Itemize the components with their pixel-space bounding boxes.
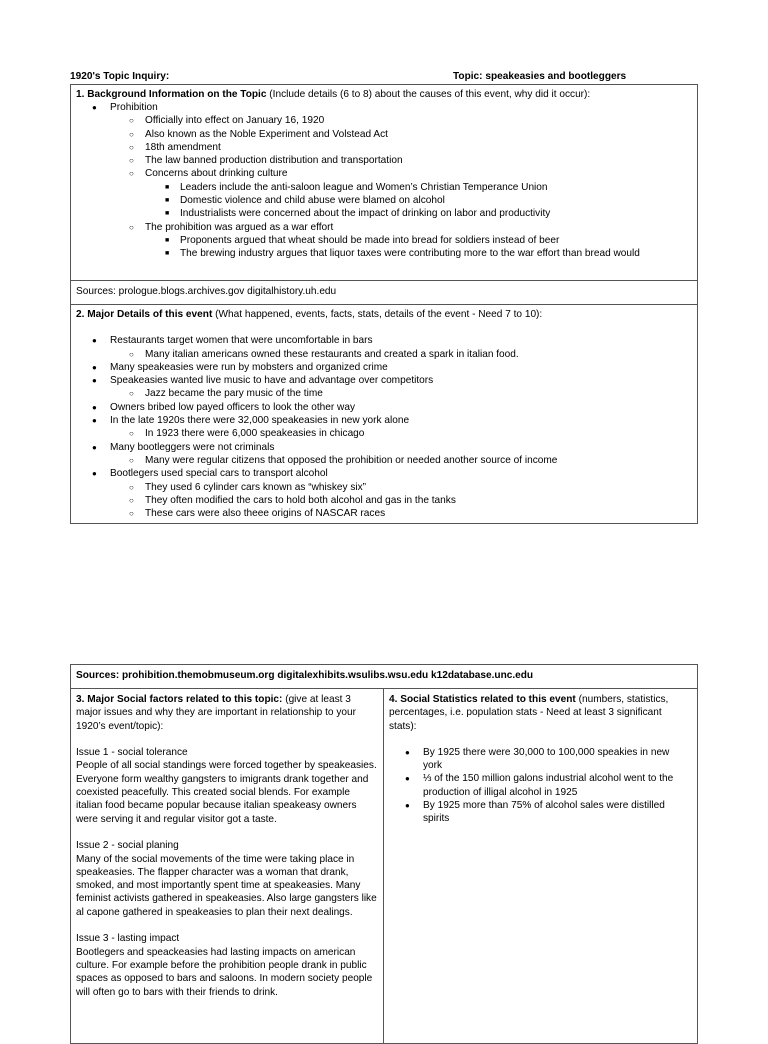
- bullet-icon: ○: [129, 429, 134, 439]
- page2-sources: Sources: prohibition.themobmuseum.org digitalexhibits.wsulibs.wsu.edu k12database.unc.edu: [76, 670, 534, 681]
- bullet-icon: ○: [129, 509, 134, 519]
- list-item: [76, 141, 691, 154]
- list-item: [76, 467, 691, 480]
- list-item: [76, 207, 691, 220]
- issue-title: Issue 2 - social planing: [76, 840, 179, 852]
- list-item-text: Concerns about drinking culture: [145, 168, 288, 180]
- page-header-left: 1920's Topic Inquiry:: [70, 71, 170, 82]
- list-item: [76, 154, 691, 167]
- section2-title: 2. Major Details of this event: [76, 309, 213, 320]
- section4-list: [389, 746, 691, 826]
- section1-sources: Sources: prologue.blogs.archives.gov digitalhistory.uh.edu: [71, 280, 697, 303]
- list-item-text: Many speakeasies were run by mobsters and organized crime: [110, 361, 388, 373]
- bullet-icon: ●: [405, 747, 410, 757]
- list-item-text: Owners bribed low payed officers to look the other way: [110, 401, 355, 413]
- bullet-icon: ■: [165, 210, 170, 218]
- list-item: [76, 334, 691, 347]
- list-item: [76, 454, 691, 467]
- issue-body: People of all social standings were forced together by speakeasies. Everyone form wealthy gangsters to imigrants drank together and coexisted peacefully. This created social blends. For example italian food became popular because italian speakeasy owners were serving it and regular visitor got a taste.: [76, 760, 377, 825]
- list-item: [76, 387, 691, 400]
- section2-heading: [76, 308, 691, 321]
- bullet-icon: ●: [92, 362, 97, 372]
- bullet-icon: ○: [129, 349, 134, 359]
- list-item-text: Many italian americans owned these restaurants and created a spark in italian food.: [145, 348, 519, 360]
- bullet-icon: ■: [165, 250, 170, 258]
- list-item: [76, 481, 691, 494]
- section1-title: 1. Background Information on the Topic: [76, 89, 267, 100]
- list-item-text: The law banned production distribution and transportation: [145, 155, 403, 167]
- bullet-icon: ●: [92, 469, 97, 479]
- list-item: [76, 101, 691, 114]
- issue-paragraph: [76, 932, 377, 998]
- section1-heading: [76, 88, 691, 101]
- issue-body: Bootlegers and speackeasies had lasting impacts on american culture. For example before the prohibition people drank in public spaces as opposed to bars and saloons. In modern society people will often go to bars with their friends to drink.: [76, 946, 373, 998]
- list-item-text: Officially into effect on January 16, 1920: [145, 115, 325, 127]
- bullet-icon: ○: [129, 156, 134, 166]
- issue-title: Issue 1 - social tolerance: [76, 747, 188, 759]
- list-item-text: Industrialists were concerned about the impact of drinking on labor and productivity: [180, 208, 551, 220]
- bullet-icon: ●: [92, 416, 97, 426]
- bullet-icon: ■: [165, 236, 170, 244]
- issue-body: Many of the social movements of the time were taking place in speakeasies. The flapper character was a woman that drank, smoked, and most importantly spent time at speakeasies. Many feminist activists gathered in speakeasies. Also large gangsters like al capone gathered in speakeasies to plan their next dealings.: [76, 853, 377, 918]
- list-item-text: These cars were also theee origins of NASCAR races: [145, 508, 386, 520]
- list-item: [76, 114, 691, 127]
- list-item: [389, 746, 691, 773]
- section4-instructions: (numbers, statistics, percentages, i.e. population stats - Need at least 3 significant stats):: [389, 694, 669, 732]
- bullet-icon: ■: [165, 183, 170, 191]
- list-item-text: By 1925 more than 75% of alcohol sales were distilled spirits: [423, 800, 665, 825]
- bullet-icon: ○: [129, 116, 134, 126]
- list-item-text: Leaders include the anti-saloon league and Women’s Christian Temperance Union: [180, 181, 548, 193]
- list-item-text: Also known as the Noble Experiment and Volstead Act: [145, 128, 388, 140]
- issue-paragraph: [76, 746, 377, 826]
- list-item-text: Many bootleggers were not criminals: [110, 441, 275, 453]
- list-item: [76, 167, 691, 180]
- bullet-icon: ○: [129, 495, 134, 505]
- list-item: [389, 799, 691, 826]
- list-item: [76, 194, 691, 207]
- list-item: [76, 374, 691, 387]
- list-item: [76, 494, 691, 507]
- list-item-text: Jazz became the pary music of the time: [145, 388, 323, 400]
- section1-list: [76, 101, 691, 261]
- list-item: [76, 401, 691, 414]
- list-item-text: They often modified the cars to hold both alcohol and gas in the tanks: [145, 494, 456, 506]
- bullet-icon: ●: [405, 801, 410, 811]
- inquiry-table-top: [70, 84, 698, 524]
- bullet-icon: ○: [129, 142, 134, 152]
- list-item-text: In the late 1920s there were 32,000 speakeasies in new york alone: [110, 415, 410, 427]
- section3-heading: [76, 693, 377, 733]
- issue-title: Issue 3 - lasting impact: [76, 933, 180, 945]
- bullet-icon: ○: [129, 222, 134, 232]
- bullet-icon: ○: [129, 482, 134, 492]
- list-item: [76, 128, 691, 141]
- section4-heading: [389, 693, 691, 733]
- list-item: [76, 247, 691, 260]
- section4-title: 4. Social Statistics related to this event: [389, 694, 576, 705]
- section2-list: [76, 334, 691, 520]
- list-item: [76, 181, 691, 194]
- list-item-text: ⅓ of the 150 million galons industrial alcohol went to the production of illigal alcohol in 1925: [423, 773, 674, 798]
- bullet-icon: ○: [129, 129, 134, 139]
- section-major-details: [71, 304, 697, 523]
- bullet-icon: ■: [165, 197, 170, 205]
- list-item-text: In 1923 there were 6,000 speakeasies in chicago: [145, 428, 365, 440]
- bullet-icon: ●: [405, 774, 410, 784]
- bullet-icon: ○: [129, 169, 134, 179]
- list-item-text: Restaurants target women that were uncomfortable in bars: [110, 335, 373, 347]
- list-item: [389, 772, 691, 799]
- list-item: [76, 234, 691, 247]
- list-item: [76, 414, 691, 427]
- list-item-text: Proponents argued that wheat should be made into bread for soldiers instead of beer: [180, 234, 560, 246]
- bullet-icon: ●: [92, 376, 97, 386]
- list-item: [76, 507, 691, 520]
- bullet-icon: ●: [92, 442, 97, 452]
- issue-paragraph: [76, 839, 377, 919]
- list-item-text: Many were regular citizens that opposed the prohibition or needed another source of income: [145, 454, 558, 466]
- page-header-topic: Topic: speakeasies and bootleggers: [453, 71, 627, 82]
- inquiry-table-bottom: [70, 664, 698, 1044]
- list-item-text: Bootlegers used special cars to transport alcohol: [110, 468, 328, 480]
- list-item: [76, 361, 691, 374]
- social-columns: [71, 688, 697, 1043]
- list-item-text: They used 6 cylinder cars known as “whiskey six”: [145, 481, 367, 493]
- section-social-factors: [71, 689, 384, 1043]
- list-item-text: 18th amendment: [145, 141, 221, 153]
- bullet-icon: ●: [92, 402, 97, 412]
- bullet-icon: ○: [129, 389, 134, 399]
- section-social-statistics: [384, 689, 697, 1043]
- list-item-text: Prohibition: [110, 102, 158, 113]
- list-item: [76, 221, 691, 234]
- list-item: [76, 441, 691, 454]
- section3-instructions: (give at least 3 major issues and why they are important in relationship to your 1920’s event/topic):: [76, 694, 356, 732]
- bullet-icon: ●: [92, 103, 97, 112]
- bullet-icon: ●: [92, 336, 97, 346]
- list-item-text: Speakeasies wanted live music to have and advantage over competitors: [110, 375, 434, 387]
- list-item-text: The prohibition was argued as a war effort: [145, 221, 334, 233]
- list-item-text: Domestic violence and child abuse were blamed on alcohol: [180, 195, 445, 207]
- section3-title: 3. Major Social factors related to this topic:: [76, 694, 283, 705]
- issues-list: [76, 746, 377, 999]
- list-item: [76, 348, 691, 361]
- section2-instructions: (What happened, events, facts, stats, details of the event - Need 7 to 10):: [212, 309, 543, 320]
- section1-instructions: (Include details (6 to 8) about the causes of this event, why did it occur):: [266, 89, 591, 100]
- list-item-text: The brewing industry argues that liquor taxes were contributing more to the war effort than bread would: [180, 248, 640, 260]
- bullet-icon: ○: [129, 455, 134, 465]
- list-item: [76, 427, 691, 440]
- section-background: [71, 85, 697, 265]
- list-item-text: By 1925 there were 30,000 to 100,000 speakies in new york: [423, 746, 670, 772]
